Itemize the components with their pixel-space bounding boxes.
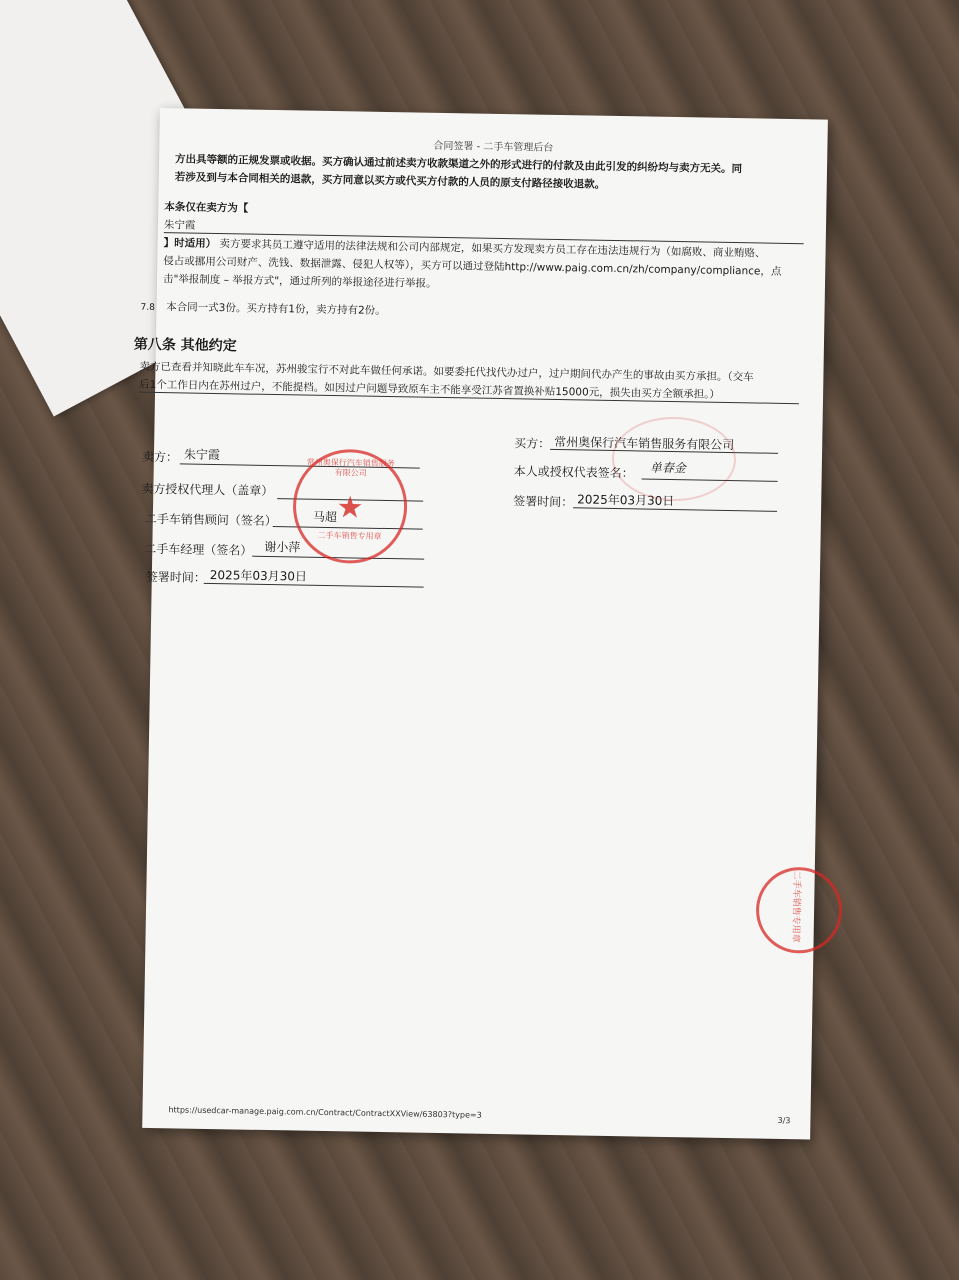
- edge-seal-text: 二手车销售专用章: [790, 870, 802, 943]
- clause-condition-heading: 本条仅在卖方为【: [164, 201, 249, 215]
- clause-compliance-prefix: 】时适用）: [163, 237, 217, 250]
- sales-advisor-signature: 马超: [312, 509, 338, 525]
- buyer-rep-signature: 单春金: [649, 460, 686, 476]
- manager-label: 二手车经理（签名）: [144, 541, 253, 558]
- seller-name: 朱宁霞: [183, 447, 221, 463]
- buyer-faint-seal: [611, 416, 736, 502]
- section-8-title: 第八条 其他约定: [133, 336, 237, 355]
- seller-agent-label: 卖方授权代理人（盖章）: [141, 481, 274, 499]
- clause-7-8: [140, 298, 780, 328]
- sales-advisor-label: 二手车销售顾问（签名）: [144, 511, 277, 529]
- section-8-line-1: 卖方已查看并知晓此车车况，苏州骏宝行不对此车做任何承诺。如要委托代找代办过户，过户期间代办产生的事故由买方承担。（交车: [139, 360, 754, 384]
- underline: [573, 507, 777, 512]
- footer-page-number: 3/3: [777, 1115, 791, 1126]
- buyer-rep-label: 本人或授权代表签名：: [513, 464, 634, 481]
- section-8-line-2: 后1个工作日内在苏州过户，不能提档。如因过户问题导致原车主不能享受江苏省置换补贴15000元，损失由买方全额承担。）: [139, 378, 721, 401]
- clause-compliance-text: 卖方要求其员工遵守适用的法律法规和公司内部规定，如果买方发现卖方员工存在违法违规行为（如腐败、商业贿赂、: [219, 238, 766, 260]
- clause-condition-seller: 朱宁霞: [163, 219, 196, 232]
- buyer-name: 常州奥保行汽车销售服务有限公司: [554, 434, 735, 453]
- underline: [204, 583, 424, 588]
- page-header-title: 合同签署 - 二手车管理后台: [433, 140, 554, 154]
- buyer-date-label: 签署时间：: [513, 494, 574, 510]
- clause-7-8-number: 7.8: [140, 302, 155, 313]
- seal-star-icon: ★: [336, 490, 364, 526]
- clause-payment-line-2: 若涉及到与本合同相关的退款，买方同意以买方或代买方付款的人员的原支付路径接收退款。: [174, 171, 606, 191]
- buyer-label: 买方：: [514, 436, 551, 451]
- buyer-date-value: 2025年03月30日: [577, 492, 675, 509]
- manager-signature: 谢小萍: [264, 539, 301, 555]
- seller-date-value: 2025年03月30日: [209, 567, 308, 584]
- seal-text: 常州奥保行汽车销售服务有限公司: [306, 457, 395, 478]
- seller-company-seal: [292, 448, 408, 564]
- contract-page: [133, 108, 828, 1140]
- edge-seal: [755, 867, 842, 954]
- seller-label: 卖方：: [141, 449, 179, 465]
- clause-compliance-line-3: 击"举报制度 – 举报方式"，通过所列的举报途径进行举报。: [162, 273, 437, 290]
- clause-7-8-text: 本合同一式3份。买方持有1份，卖方持有2份。: [166, 301, 386, 317]
- seal-subtext: 二手车销售专用章: [317, 530, 382, 541]
- seller-date-label: 签署时间：: [145, 569, 206, 585]
- footer-url: https://usedcar-manage.paig.com.cn/Contract/ContractXXView/63803?type=3: [168, 1105, 482, 1120]
- clause-payment-line-1: 方出具等额的正规发票或收据。买方确认通过前述卖方收款渠道之外的形式进行的付款及由此引发的纠纷均与卖方无关。同: [175, 153, 743, 176]
- clause-compliance-line-2: 侵占或挪用公司财产、洗钱、数据泄露、侵犯人权等），买方可以通过登陆http://www.paig.com.cn/zh/company/compliance，点: [163, 255, 782, 278]
